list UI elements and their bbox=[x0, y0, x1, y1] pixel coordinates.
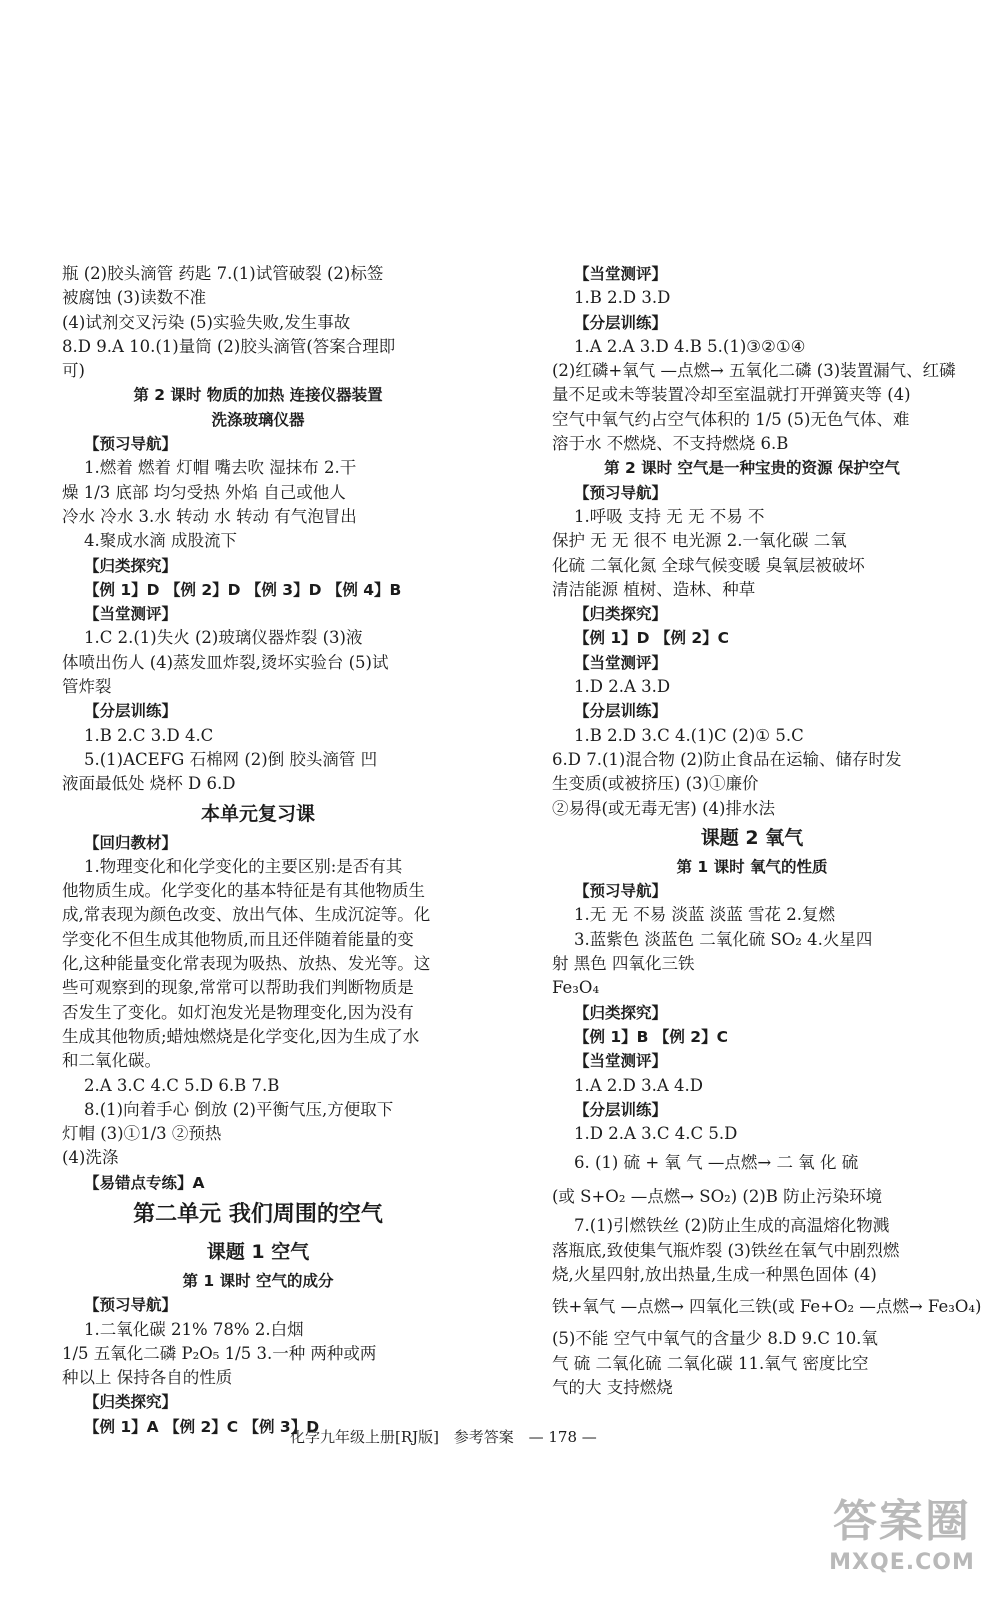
answer-line: 灯帽 (3)①1/3 ②预热 bbox=[62, 1124, 222, 1144]
answer-line: 些可观察到的现象,常常可以帮助我们判断物质是 bbox=[62, 978, 414, 998]
lesson-title: 第 1 课时 空气的成分 bbox=[182, 1271, 334, 1290]
answer-line: 5.(1)ACEFG 石棉网 (2)倒 胶头滴管 凹 bbox=[84, 749, 378, 769]
section-label: 【当堂测评】 bbox=[84, 605, 178, 624]
section-label: 【归类探究】 bbox=[84, 556, 178, 575]
answer-line: (4)洗涤 bbox=[62, 1148, 119, 1168]
section-label: 【分层训练】 bbox=[574, 1100, 668, 1119]
answer-line: 被腐蚀 (3)读数不准 bbox=[62, 288, 207, 308]
answer-line: 冷水 冷水 3.水 转动 水 转动 有气泡冒出 bbox=[62, 506, 357, 526]
answer-line: 生变质(或被挤压) (3)①廉价 bbox=[552, 774, 759, 794]
page-footer bbox=[290, 1426, 607, 1447]
watermark bbox=[812, 1494, 992, 1575]
answer-line: 1.B 2.D 3.C 4.(1)C (2)① 5.C bbox=[574, 725, 804, 745]
answer-line: Fe₃O₄ bbox=[552, 978, 600, 998]
topic-heading: 课题 1 空气 bbox=[206, 1240, 310, 1263]
answer-line: 成,常表现为颜色改变、放出气体、生成沉淀等。化 bbox=[62, 905, 431, 925]
section-label: 【归类探究】 bbox=[574, 605, 668, 624]
answer-line: 溶于水 不燃烧、不支持燃烧 6.B bbox=[552, 434, 789, 454]
footer-page-number: — 178 — bbox=[528, 1428, 597, 1446]
footer-book-title: 化学九年级上册[RJ版] bbox=[290, 1428, 440, 1446]
section-label: 【例 1】D 【例 2】C bbox=[574, 629, 730, 648]
answer-line: (4)试剂交叉污染 (5)实验失败,发生事故 bbox=[62, 312, 351, 332]
section-label: 【归类探究】 bbox=[574, 1003, 668, 1022]
answer-line: 量不足或未等装置冷却至室温就打开弹簧夹等 (4) bbox=[552, 385, 911, 405]
answer-line: (2)红磷+氧气 —点燃→ 五氧化二磷 (3)装置漏气、红磷 bbox=[552, 361, 956, 381]
answer-line: 8.(1)向着手心 倒放 (2)平衡气压,方便取下 bbox=[84, 1099, 394, 1119]
topic-heading: 课题 2 氧气 bbox=[700, 826, 804, 849]
answer-line: 和二氧化碳。 bbox=[62, 1051, 161, 1071]
section-label: 【例 1】A 【例 2】C 【例 3】D bbox=[84, 1417, 320, 1436]
watermark-logo: 答案圈 bbox=[833, 1496, 971, 1547]
topic-heading: 本单元复习课 bbox=[200, 802, 315, 825]
answer-line: 1.B 2.D 3.D bbox=[574, 288, 671, 308]
lesson-title: 洗涤玻璃仪器 bbox=[211, 410, 305, 429]
answer-line: 1.燃着 燃着 灯帽 嘴去吹 湿抹布 2.干 bbox=[84, 458, 357, 478]
answer-line: 气 硫 二氧化硫 二氧化碳 11.氧气 密度比空 bbox=[552, 1353, 869, 1373]
answer-line: 4.聚成水滴 成股流下 bbox=[84, 531, 237, 551]
answer-line: 保护 无 无 很不 电光源 2.一氧化碳 二氧 bbox=[552, 531, 847, 551]
answer-line: (或 S+O₂ —点燃→ SO₂) (2)B 防止污染环境 bbox=[552, 1187, 883, 1207]
answer-line: 否发生了变化。如灯泡发光是物理变化,因为没有 bbox=[62, 1002, 414, 1022]
answer-line: 液面最低处 烧杯 D 6.D bbox=[62, 774, 236, 794]
answer-line: 1.A 2.A 3.D 4.B 5.(1)③②①④ bbox=[574, 336, 806, 356]
answer-line: ②易得(或无毒无害) (4)排水法 bbox=[552, 798, 775, 818]
lesson-title: 第 1 课时 氧气的性质 bbox=[676, 857, 828, 876]
answer-line: 化硫 二氧化氮 全球气候变暖 臭氧层被破坏 bbox=[552, 555, 865, 575]
answer-line: 6.D 7.(1)混合物 (2)防止食品在运输、储存时发 bbox=[552, 749, 902, 769]
answer-line: 化,这种能量变化常表现为吸热、放热、发光等。这 bbox=[62, 954, 431, 974]
lesson-title: 第 2 课时 物质的加热 连接仪器装置 bbox=[133, 386, 383, 405]
answer-line: 3.蓝紫色 淡蓝色 二氧化硫 SO₂ 4.火星四 bbox=[574, 929, 873, 949]
answer-line: 1/5 五氧化二磷 P₂O₅ 1/5 3.一种 两种或两 bbox=[62, 1343, 377, 1363]
answer-line: 瓶 (2)胶头滴管 药匙 7.(1)试管破裂 (2)标签 bbox=[62, 264, 384, 283]
unit-heading: 第二单元 我们周围的空气 bbox=[133, 1201, 383, 1227]
section-label: 【预习导航】 bbox=[84, 435, 178, 454]
answer-line: 1.物理变化和化学变化的主要区别:是否有其 bbox=[84, 856, 403, 876]
section-label: 【例 1】B 【例 2】C bbox=[574, 1027, 728, 1046]
answer-line: 1.呼吸 支持 无 无 不易 不 bbox=[574, 506, 765, 526]
answer-line: 空气中氧气约占空气体积的 1/5 (5)无色气体、难 bbox=[552, 409, 910, 429]
answer-line: 燥 1/3 底部 均匀受热 外焰 自己或他人 bbox=[62, 482, 346, 502]
watermark-url: MXQE.COM bbox=[829, 1550, 975, 1575]
section-label: 【归类探究】 bbox=[84, 1393, 178, 1412]
answer-line: 落瓶底,致使集气瓶炸裂 (3)铁丝在氧气中剧烈燃 bbox=[552, 1240, 900, 1260]
answer-line: 清洁能源 植树、造林、种草 bbox=[552, 579, 756, 599]
answer-line: 7.(1)引燃铁丝 (2)防止生成的高温熔化物溅 bbox=[574, 1216, 890, 1236]
section-label: 【当堂测评】 bbox=[574, 1052, 668, 1071]
answer-line: 1.D 2.A 3.C 4.C 5.D bbox=[574, 1124, 738, 1144]
answer-line: 1.B 2.C 3.D 4.C bbox=[84, 725, 214, 745]
section-label: 【回归教材】 bbox=[84, 833, 178, 852]
answer-line: 可) bbox=[62, 361, 85, 381]
answer-line: 2.A 3.C 4.C 5.D 6.B 7.B bbox=[84, 1075, 280, 1095]
answer-line: 学变化不但生成其他物质,而且还伴随着能量的变 bbox=[62, 929, 414, 949]
answer-line: 射 黑色 四氧化三铁 bbox=[552, 954, 695, 974]
answer-line: 8.D 9.A 10.(1)量筒 (2)胶头滴管(答案合理即 bbox=[62, 336, 396, 356]
answer-line: 1.A 2.D 3.A 4.D bbox=[574, 1075, 703, 1095]
answer-line: 铁+氧气 —点燃→ 四氧化三铁(或 Fe+O₂ —点燃→ Fe₃O₄) bbox=[552, 1297, 982, 1317]
answer-line: 1.D 2.A 3.D bbox=[574, 677, 671, 697]
section-label: 【例 1】D 【例 2】D 【例 3】D 【例 4】B bbox=[84, 580, 402, 599]
answer-line: 种以上 保持各自的性质 bbox=[62, 1368, 233, 1388]
lesson-title: 第 2 课时 空气是一种宝贵的资源 保护空气 bbox=[604, 459, 900, 478]
section-label: 【当堂测评】 bbox=[574, 265, 668, 283]
section-label: 【预习导航】 bbox=[574, 882, 668, 901]
left-answer-column bbox=[62, 262, 454, 1439]
answer-line: 1.无 无 不易 淡蓝 淡蓝 雪花 2.复燃 bbox=[574, 905, 835, 925]
section-label: 【分层训练】 bbox=[574, 702, 668, 721]
answer-line: 体喷出伤人 (4)蒸发皿炸裂,烫坏实验台 (5)试 bbox=[62, 652, 389, 672]
answer-line: 6. (1) 硫 + 氧 气 —点燃→ 二 氧 化 硫 bbox=[574, 1153, 859, 1173]
section-label: 【易错点专练】A bbox=[84, 1173, 205, 1192]
right-answer-column bbox=[552, 262, 982, 1400]
answer-line: 气的大 支持燃烧 bbox=[552, 1377, 673, 1397]
footer-section-label: 参考答案 bbox=[453, 1428, 514, 1446]
answer-line: 1.二氧化碳 21% 78% 2.白烟 bbox=[84, 1319, 304, 1339]
answer-line: 1.C 2.(1)失火 (2)玻璃仪器炸裂 (3)液 bbox=[84, 628, 363, 648]
answer-line: (5)不能 空气中氧气的含量少 8.D 9.C 10.氧 bbox=[552, 1329, 878, 1349]
section-label: 【分层训练】 bbox=[574, 313, 668, 332]
answer-line: 管炸裂 bbox=[62, 677, 112, 697]
section-label: 【分层训练】 bbox=[84, 702, 178, 721]
answer-line: 烧,火星四射,放出热量,生成一种黑色固体 (4) bbox=[552, 1264, 877, 1284]
answer-line: 生成其他物质;蜡烛燃烧是化学变化,因为生成了水 bbox=[62, 1026, 420, 1046]
answer-line: 他物质生成。化学变化的基本特征是有其他物质生 bbox=[62, 881, 425, 901]
section-label: 【当堂测评】 bbox=[574, 653, 668, 672]
section-label: 【预习导航】 bbox=[84, 1296, 178, 1315]
section-label: 【预习导航】 bbox=[574, 483, 668, 502]
